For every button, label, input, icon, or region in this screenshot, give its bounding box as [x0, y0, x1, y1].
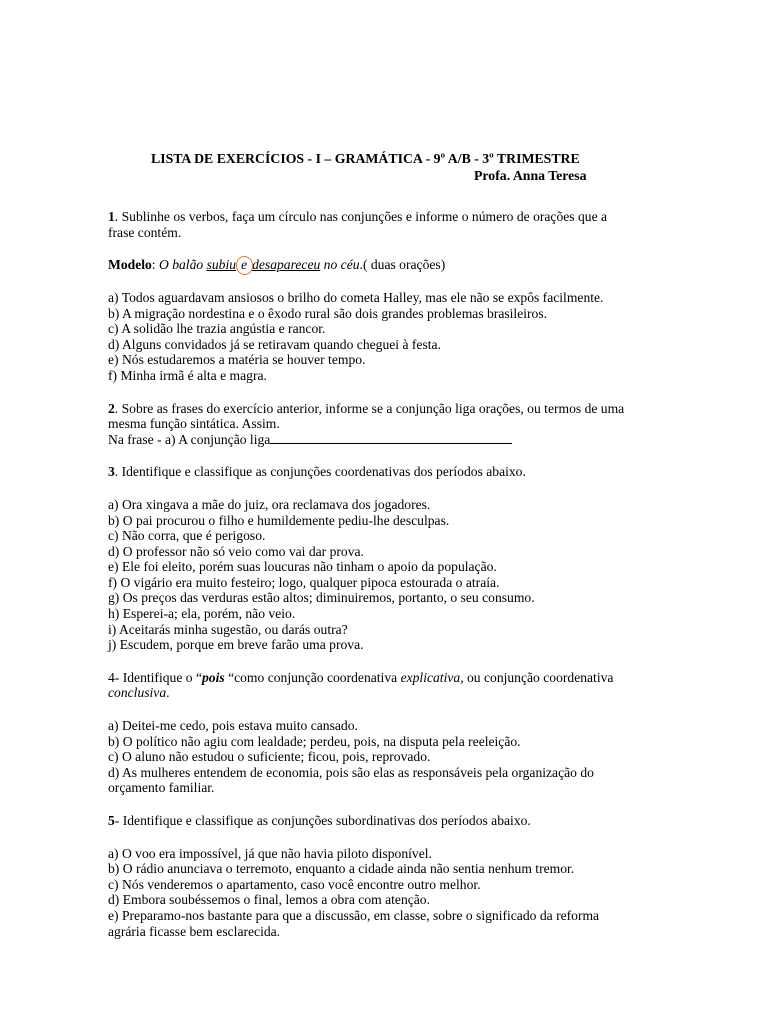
question-1-statement-line2: frase contém. [108, 224, 182, 240]
question-2-statement-line2: mesma função sintática. Assim. [108, 416, 280, 432]
model-tail: .( duas orações) [359, 257, 446, 273]
question-2-statement-line3: Na frase - a) A conjunção liga [108, 431, 271, 447]
question-4 [108, 670, 668, 701]
list-item: j) Escudem, porque em breve farão uma prova. [108, 637, 364, 653]
question-2-number: 2 [108, 400, 115, 416]
list-item: c) Não corra, que é perigoso. [108, 528, 266, 544]
model-conjunction: e [241, 257, 248, 273]
question-1-statement-line1: . Sublinhe os verbos, faça um círculo nas conjunções e informe o número de orações que a [114, 209, 608, 225]
list-item: b) A migração nordestina e o êxodo rural são dois grandes problemas brasileiros. [108, 305, 548, 321]
list-item: agrária ficasse bem esclarecida. [108, 923, 281, 939]
list-item: g) Os preços das verduras estão altos; diminuiremos, portanto, o seu consumo. [108, 590, 535, 606]
worksheet-title: LISTA DE EXERCÍCIOS - I – GRAMÁTICA - 9º A/B - 3º TRIMESTRE [151, 151, 580, 166]
list-item: d) Embora soubéssemos o final, lemos a obra com atenção. [108, 892, 431, 908]
list-item: b) O rádio anunciava o terremoto, enquanto a cidade ainda não sentia nenhum tremor. [108, 861, 575, 877]
list-item: e) Nós estudaremos a matéria se houver tempo. [108, 352, 366, 368]
list-item: f) Minha irmã é alta e magra. [108, 367, 267, 383]
list-item: orçamento familiar. [108, 780, 215, 796]
list-item: a) Ora xingava a mãe do juiz, ora reclamava dos jogadores. [108, 496, 431, 512]
question-5-statement: - Identifique e classifique as conjunções subordinativas dos períodos abaixo. [114, 813, 531, 828]
model-verb-underlined-2: desapareceu [252, 257, 321, 273]
model-word1: O balão [158, 257, 207, 273]
list-item: c) O aluno não estudou o suficiente; ficou, pois, reprovado. [108, 749, 431, 765]
list-item: d) O professor não só veio como vai dar prova. [108, 543, 364, 559]
model-label: Modelo [108, 257, 152, 273]
question-5 [108, 813, 668, 829]
list-item: f) O vigário era muito festeiro; logo, qualquer pipoca estourada o atraía. [108, 574, 500, 590]
question-4-middle: “como conjunção coordenativa [224, 669, 401, 685]
list-item: i) Aceitarás minha sugestão, ou darás outra? [108, 621, 348, 637]
question-1-number: 1 [108, 209, 115, 225]
question-4-prefix: 4- Identifique o “ [108, 669, 202, 685]
model-example [108, 257, 668, 273]
question-2 [108, 401, 668, 448]
worksheet-page [108, 151, 668, 939]
list-item: e) Ele foi eleito, porém suas loucuras não tinham o apoio da população. [108, 559, 497, 575]
question-4-conclusiva: conclusiva [108, 685, 167, 701]
list-item: a) Deitei-me cedo, pois estava muito cansado. [108, 718, 358, 734]
teacher-name: Profa. Anna Teresa [474, 167, 587, 183]
question-5-number: 5 [108, 813, 115, 828]
question-3-statement: . Identifique e classifique as conjunções coordenativas dos períodos abaixo. [114, 464, 526, 480]
question-1-items [108, 290, 668, 384]
answer-blank[interactable] [270, 432, 512, 444]
list-item: c) Nós venderemos o apartamento, caso você encontre outro melhor. [108, 876, 481, 892]
list-item: b) O político não agiu com lealdade; perdeu, pois, na disputa pela reeleição. [108, 733, 521, 749]
list-item: d) As mulheres entendem de economia, pois são elas as responsáveis pela organização do [108, 764, 594, 780]
list-item: a) O voo era impossível, já que não havia piloto disponível. [108, 845, 432, 861]
list-item: c) A solidão lhe trazia angústia e rancor. [108, 321, 326, 337]
question-4-items [108, 718, 668, 796]
list-item: a) Todos aguardavam ansiosos o brilho do cometa Halley, mas ele não se expôs facilmente. [108, 289, 604, 305]
question-4-explicativa: explicativa, [400, 669, 464, 685]
question-5-items [108, 846, 668, 940]
list-item: d) Alguns convidados já se retiravam quando cheguei à festa. [108, 336, 441, 352]
question-3 [108, 464, 668, 480]
list-item: e) Preparamo-nos bastante para que a discussão, em classe, sobre o significado da reforma [108, 907, 600, 923]
model-verb-underlined-1: subiu [206, 257, 237, 273]
question-3-items [108, 497, 668, 653]
question-1 [108, 209, 668, 240]
question-3-number: 3 [108, 464, 115, 480]
model-conjunction-circled [237, 257, 251, 273]
question-4-pois: pois [202, 669, 225, 685]
model-word2: no céu [320, 257, 360, 273]
question-4-middle2: ou conjunção coordenativa [463, 669, 614, 685]
list-item: b) O pai procurou o filho e humildemente pediu-lhe desculpas. [108, 512, 450, 528]
question-4-end: . [166, 685, 170, 701]
question-2-statement-line1: . Sobre as frases do exercício anterior, informe se a conjunção liga orações, ou termos de uma [114, 400, 625, 416]
model-colon: : [151, 257, 159, 273]
list-item: h) Esperei-a; ela, porém, não veio. [108, 606, 296, 622]
